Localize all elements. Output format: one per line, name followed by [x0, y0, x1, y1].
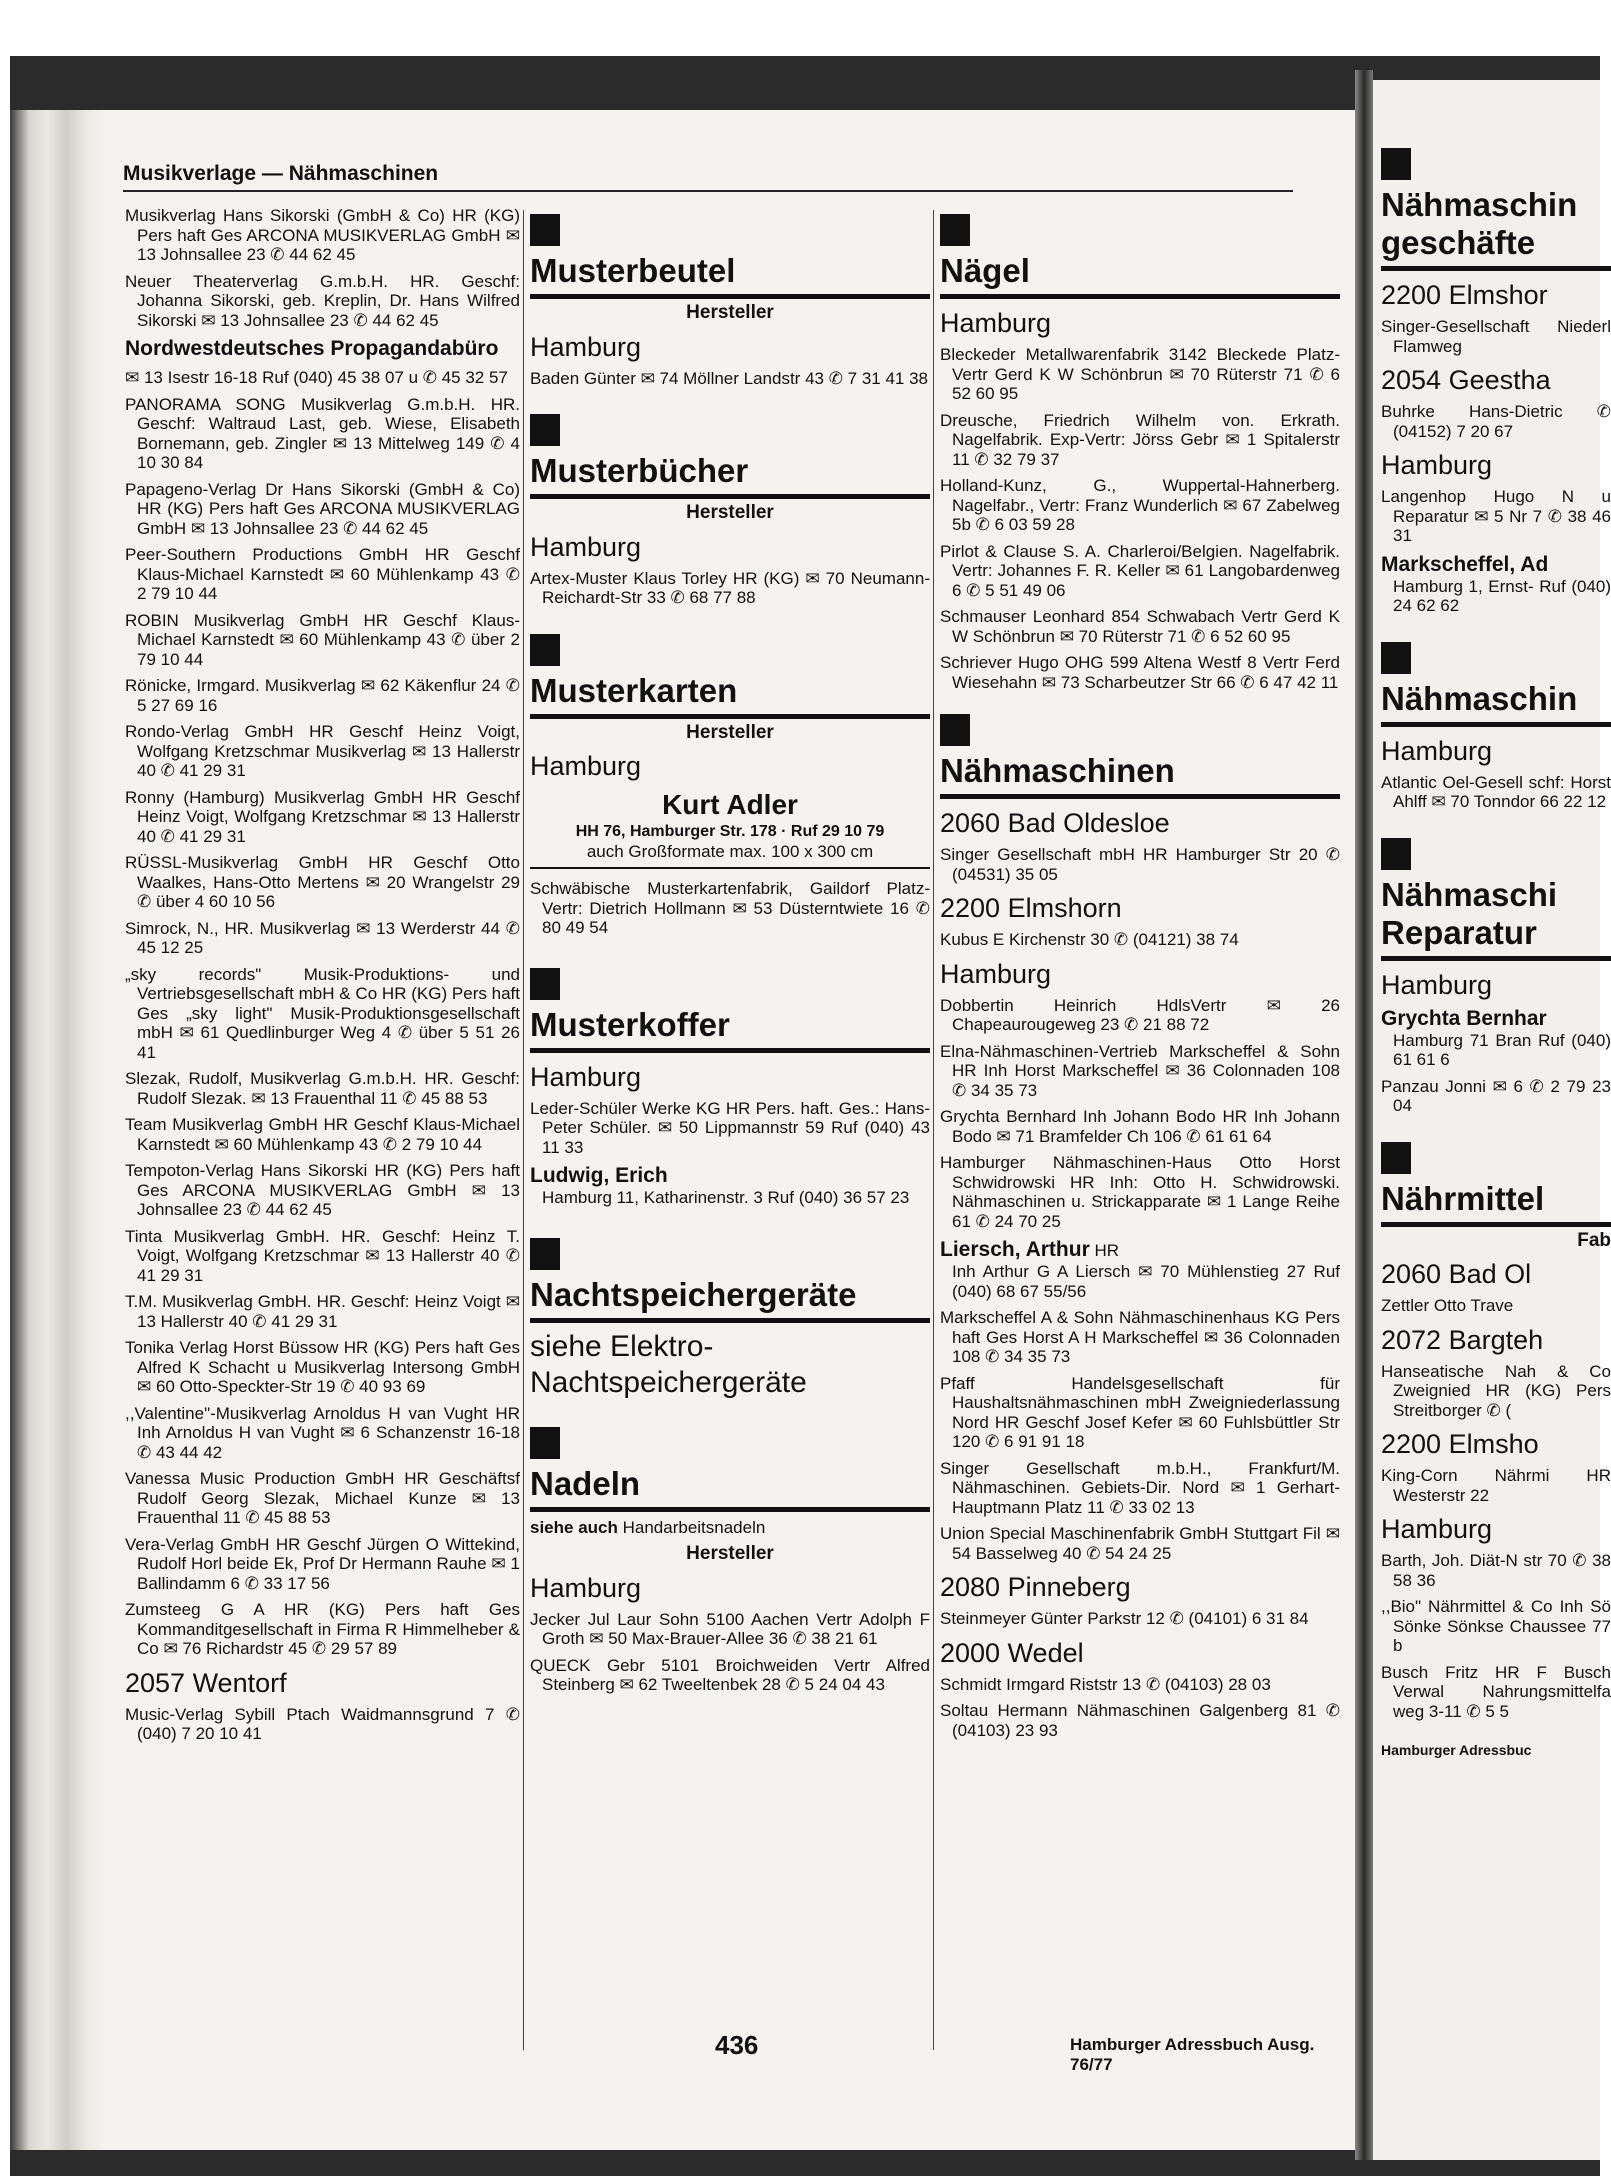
book-gutter [1355, 70, 1373, 2160]
list-item: Singer Gesellschaft m.b.H., Frankfurt/M. Nähmaschinen. Gebiets-Dir. Nord ✉ 1 Gerhart-Hauptmann Platz 11 ✆ 33 02 13 [940, 1458, 1340, 1517]
city-heading: Hamburg [530, 751, 642, 781]
header-rule [123, 190, 1293, 192]
city-heading: 2072 Bargteh [1381, 1324, 1544, 1355]
section-title-nadeln: Nadeln [530, 1465, 930, 1512]
section-marker [1381, 148, 1411, 180]
entries-naehmaschinen [940, 807, 1340, 1740]
list-item: QUECK Gebr 5101 Broichweiden Vertr Alfred Steinberg ✉ 62 Tweeltenbek 28 ✆ 5 24 04 43 [530, 1655, 930, 1694]
city-heading: 2080 Pinneberg [940, 1572, 1131, 1602]
section-title: Nähmaschi Reparatur [1381, 876, 1611, 961]
city-heading: Hamburg [530, 1061, 642, 1092]
cross-reference [530, 1518, 930, 1538]
list-item: ✉ 13 Isestr 16-18 Ruf (040) 45 38 07 u ✆ 45 32 57 [125, 368, 508, 387]
entry-details: Hamburg 11, Katharinenstr. 3 Ruf (040) 36 57 23 [542, 1188, 910, 1207]
list-item: Singer Gesellschaft mbH HR Hamburger Str 20 ✆ (04531) 35 05 [940, 845, 1340, 884]
list-item: Elna-Nähmaschinen-Vertrieb Markscheffel & Sohn HR Inh Horst Markscheffel ✉ 36 Colonnaden 108 ✆ 34 35 73 [940, 1041, 1340, 1100]
section-title-musterbeutel: Musterbeutel [530, 252, 930, 299]
list-item: Jecker Jul Laur Sohn 5100 Aachen Vertr Adolph F Groth ✉ 50 Max-Brauer-Allee 36 ✆ 38 21 61 [530, 1609, 930, 1648]
list-item: Grychta Bernhard Inh Johann Bodo HR Inh Johann Bodo ✉ 71 Bramfelder Ch 106 ✆ 61 61 64 [940, 1107, 1340, 1146]
list-item: Neuer Theaterverlag G.m.b.H. HR. Geschf: Johanna Sikorski, geb. Kreplin, Dr. Hans Wilfred Sikorski ✉ 13 Johnsallee 23 ✆ 44 62 45 [125, 271, 520, 330]
section-marker [1381, 838, 1411, 870]
city-heading: Hamburg [1381, 735, 1493, 766]
column-rule [933, 210, 934, 2050]
list-item [530, 1164, 930, 1208]
entry-details: Inh Arthur G A Liersch ✉ 70 Mühlenstieg 27 Ruf (040) 68 67 55/56 [952, 1262, 1340, 1301]
list-item: Hanseatische Nah & Co Zweignied HR (KG) Pers Streitborger ✆ ( [1381, 1361, 1611, 1420]
section-marker [530, 214, 560, 246]
section-title-nachtspeichergeraete: Nachtspeichergeräte [530, 1276, 930, 1323]
city-heading: Hamburg [530, 331, 642, 362]
book-title: Hamburger Adressbuch Ausg. 76/77 [1070, 2035, 1315, 2074]
ad-address: HH 76, Hamburger Str. 178 · Ruf 29 10 79 [575, 823, 885, 840]
city-heading: 2200 Elmsho [1381, 1429, 1539, 1459]
list-item: King-Corn Nährmi HR Westerstr 22 [1381, 1466, 1611, 1505]
list-item: „sky records" Musik-Produktions- und Vertriebsgesellschaft mbH & Co HR (KG) Pers haft Ges „sky light" Musik-Produktionsgesellschaft mbH ✉ 61 Quedlinburger Weg 4 ✆ über 5 51 26 41 [125, 964, 520, 1062]
list-item [1381, 1007, 1611, 1070]
cross-reference: siehe Elektro-Nachtspeichergeräte [530, 1329, 807, 1399]
list-item: Nordwestdeutsches Propagandabüro [125, 337, 499, 360]
section-marker [1381, 1142, 1411, 1174]
scan-top-margin [0, 0, 1600, 56]
list-item: Simrock, N., HR. Musikverlag ✉ 13 Werderstr 44 ✆ 45 12 25 [125, 918, 520, 957]
city-heading: 2060 Bad Ol [1381, 1259, 1532, 1289]
list-item: Peer-Southern Productions GmbH HR Geschf Klaus-Michael Karnstedt ✉ 60 Mühlenkamp 43 ✆ 2 79 10 44 [125, 545, 520, 603]
book-title-right-page: Hamburger Adressbuc [1381, 1742, 1532, 1758]
list-item: Artex-Muster Klaus Torley HR (KG) ✉ 70 Neumann-Reichardt-Str 33 ✆ 68 77 88 [530, 568, 930, 607]
entry-register: HR [1089, 1241, 1120, 1260]
list-item [1381, 553, 1611, 616]
list-item: Schmidt Irmgard Riststr 13 ✆ (04103) 28 03 [940, 1674, 1271, 1694]
city-heading: Hamburg [1381, 969, 1493, 1000]
bold-entry-name: Markscheffel, Ad [1381, 552, 1549, 576]
list-item: Tempoton-Verlag Hans Sikorski HR (KG) Pers haft Ges ARCONA MUSIKVERLAG GmbH ✉ 13 Johnsallee 23 ✆ 44 62 45 [125, 1161, 520, 1219]
entries-naegel [940, 345, 1340, 692]
section-marker [530, 414, 560, 446]
city-heading: 2200 Elmshor [1381, 280, 1548, 310]
entry-details: Hamburg 1, Ernst- Ruf (040) 24 62 62 [1393, 576, 1611, 615]
list-item: Schwäbische Musterkartenfabrik, Gaildorf Platz-Vertr: Dietrich Hollmann ✉ 53 Düsterntwiete 16 ✆ 80 49 54 [530, 879, 930, 937]
subheading: Fab [1577, 1229, 1611, 1251]
section-title: Nähmaschin geschäfte [1381, 186, 1611, 271]
list-item: Zettler Otto Trave [1381, 1296, 1514, 1315]
city-heading: 2054 Geestha [1381, 365, 1551, 395]
right-page [1373, 80, 1611, 2160]
bold-entry-name: Ludwig, Erich [530, 1164, 668, 1187]
list-item: Tonika Verlag Horst Büssow HR (KG) Pers haft Ges Alfred K Schacht u Musikverlag Intersong GmbH ✉ 60 Otto-Speckter-Str 19 ✆ 40 93 69 [125, 1338, 520, 1396]
city-heading: 2060 Bad Oldesloe [940, 808, 1170, 838]
list-item: Kubus E Kirchenstr 30 ✆ (04121) 38 74 [940, 930, 1239, 949]
list-item: Langenhop Hugo N u Reparatur ✉ 5 Nr 7 ✆ 38 46 31 [1381, 487, 1611, 545]
section-title-musterkoffer: Musterkoffer [530, 1006, 930, 1053]
city-heading: 2000 Wedel [940, 1637, 1084, 1668]
section-marker [530, 968, 560, 1000]
subheading: Hersteller [686, 302, 774, 323]
list-item: Singer-Gesellschaft Niederl Flamweg [1381, 317, 1611, 356]
subheading: Hersteller [686, 1543, 774, 1564]
city-heading: Hamburg [940, 958, 1052, 989]
city-heading: Hamburg [530, 531, 642, 562]
list-item: Rondo-Verlag GmbH HR Geschf Heinz Voigt, Wolfgang Kretzschmar Musikverlag ✉ 13 Hallerstr 40 ✆ 41 29 31 [125, 722, 520, 780]
list-item: Team Musikverlag GmbH HR Geschf Klaus-Michael Karnstedt ✉ 60 Mühlenkamp 43 ✆ 2 79 10 44 [125, 1115, 520, 1154]
list-item: Buhrke Hans-Dietric ✆ (04152) 7 20 67 [1381, 402, 1611, 441]
list-item: Barth, Joh. Diät-N str 70 ✆ 38 58 36 [1381, 1551, 1611, 1590]
list-item: Bleckeder Metallwarenfabrik 3142 Bleckede Platz-Vertr Gerd K W Schönbrun ✉ 70 Rüterstr 71 ✆ 6 52 60 95 [940, 345, 1340, 403]
list-item [940, 1238, 1340, 1301]
list-item: Vanessa Music Production GmbH HR Geschäftsf Rudolf Georg Slezak, Michael Kunze ✉ 13 Frauenthal 11 ✆ 45 88 53 [125, 1469, 520, 1527]
entry-details: Hamburg 71 Bran Ruf (040) 61 61 6 [1393, 1030, 1611, 1069]
list-item: Musikverlag Hans Sikorski (GmbH & Co) HR (KG) Pers haft Ges ARCONA MUSIKVERLAG GmbH ✉ 13 Johnsallee 23 ✆ 44 62 45 [125, 206, 520, 264]
list-item: Busch Fritz HR F Busch Verwal Nahrungsmittelfa weg 3-11 ✆ 5 5 [1381, 1662, 1611, 1721]
see-also-target: Handarbeitsnadeln [622, 1517, 766, 1537]
list-item: Tinta Musikverlag GmbH. HR. Geschf: Heinz T. Voigt, Wolfgang Kretzschmar ✉ 13 Hallerstr 40 ✆ 41 29 31 [125, 1226, 520, 1285]
list-item: Pirlot & Clause S. A. Charleroi/Belgien. Nagelfabrik. Vertr: Johannes F. R. Keller ✉ 61 Langobardenweg 6 ✆ 5 51 49 06 [940, 541, 1340, 600]
list-item: Soltau Hermann Nähmaschinen Galgenberg 81 ✆ (04103) 23 93 [940, 1701, 1340, 1740]
section-marker [530, 634, 560, 666]
running-head: Musikverlage — Nähmaschinen [123, 162, 439, 185]
list-item: Baden Günter ✉ 74 Möllner Landstr 43 ✆ 7 31 41 38 [530, 368, 929, 388]
list-item: Vera-Verlag GmbH HR Geschf Jürgen O Wittekind, Rudolf Horl beide Ek, Prof Dr Hermann Rauhe ✉ 1 Ballindamm 6 ✆ 33 17 56 [125, 1534, 520, 1593]
list-item: T.M. Musikverlag GmbH. HR. Geschf: Heinz Voigt ✉ 13 Hallerstr 40 ✆ 41 29 31 [125, 1292, 520, 1331]
page-number: 436 [715, 2030, 759, 2060]
list-item: Pfaff Handelsgesellschaft für Haushaltsnähmaschinen mbH Zweigniederlassung Nord HR Geschf Josef Kefer ✉ 60 Fuhlsbüttler Str 120 ✆ 6 91 91 18 [940, 1373, 1340, 1451]
column-naegel-naehmaschinen [940, 206, 1340, 1747]
list-item: Music-Verlag Sybill Ptach Waidmannsgrund 7 ✆ (040) 7 20 10 41 [125, 1704, 520, 1743]
left-page [10, 110, 1360, 2150]
section-title: Nähmaschin [1381, 680, 1611, 727]
city-heading: 2057 Wentorf [125, 1667, 287, 1698]
list-item: Schmauser Leonhard 854 Schwabach Vertr Gerd K W Schönbrun ✉ 70 Rüterstr 71 ✆ 6 52 60 95 [940, 607, 1340, 646]
section-marker [1381, 642, 1411, 674]
section-marker [530, 1427, 560, 1459]
list-item: Rönicke, Irmgard. Musikverlag ✉ 62 Käkenflur 24 ✆ 5 27 69 16 [125, 676, 520, 715]
column-muster-nadeln [530, 206, 930, 1702]
list-item: ,,Bio" Nährmittel & Co Inh Sö Sönke Sönkse Chaussee 77 b [1381, 1597, 1611, 1655]
list-item: Papageno-Verlag Dr Hans Sikorski (GmbH & Co) HR (KG) Pers haft Ges ARCONA MUSIKVERLAG GmbH ✉ 13 Johnsallee 23 ✆ 44 62 45 [125, 479, 520, 538]
list-item: Markscheffel A & Sohn Nähmaschinenhaus KG Pers haft Ges Horst A H Markscheffel ✉ 36 Colonnaden 108 ✆ 34 35 73 [940, 1308, 1340, 1366]
list-item: Schriever Hugo OHG 599 Altena Westf 8 Vertr Ferd Wiesehahn ✉ 73 Scharbeutzer Str 66 ✆ 6 47 42 11 [940, 653, 1340, 692]
list-item: Ronny (Hamburg) Musikverlag GmbH HR Geschf Heinz Voigt, Wolfgang Kretzschmar ✉ 13 Hallerstr 40 ✆ 41 29 31 [125, 787, 520, 846]
column-right-page [1381, 140, 1611, 1761]
city-heading: Hamburg [940, 308, 1052, 338]
subheading: Hersteller [686, 502, 774, 523]
section-title-naegel: Nägel [940, 252, 1340, 299]
section-title-musterkarten: Musterkarten [530, 672, 930, 719]
list-item: Atlantic Oel-Gesell schf: Horst Ahlff ✉ 70 Tonndor 66 22 12 [1381, 772, 1611, 811]
section-title-musterbuecher: Musterbücher [530, 452, 930, 499]
list-item: Holland-Kunz, G., Wuppertal-Hahnerberg. Nagelfabr., Vertr: Franz Wunderlich ✉ 67 Zabelweg 5b ✆ 6 03 59 28 [940, 476, 1340, 534]
list-item: Leder-Schüler Werke KG HR Pers. haft. Ges.: Hans-Peter Schüler. ✉ 50 Lippmannstr 59 Ruf (040) 43 11 33 [530, 1098, 930, 1157]
list-item: Dobbertin Heinrich HdlsVertr ✉ 26 Chapeaurougeweg 23 ✆ 21 88 72 [940, 995, 1340, 1034]
subheading: Hersteller [686, 721, 774, 743]
ad-note: auch Großformate max. 100 x 300 cm [586, 841, 874, 861]
section-title: Nährmittel [1381, 1180, 1611, 1227]
city-heading: Hamburg [1381, 450, 1493, 480]
section-marker [530, 1238, 560, 1270]
list-item: Steinmeyer Günter Parkstr 12 ✆ (04101) 6 31 84 [940, 1609, 1309, 1628]
bold-entry-name: Liersch, Arthur [940, 1238, 1090, 1261]
section-marker [940, 714, 970, 746]
column-rule [523, 210, 524, 2050]
list-item: PANORAMA SONG Musikverlag G.m.b.H. HR. Geschf: Waltraud Last, geb. Wiese, Elisabeth Bornemann, geb. Zingler ✉ 13 Mittelweg 149 ✆ 4 10 30 84 [125, 394, 520, 472]
list-item: Panzau Jonni ✉ 6 ✆ 2 79 23 04 [1381, 1076, 1611, 1115]
list-item: Hamburger Nähmaschinen-Haus Otto Horst Schwidrowski HR Inh: Otto H. Schwidrowski. Nähmaschinen u. Strickapparate ✉ 1 Lange Reihe 61 ✆ 24 70 25 [940, 1153, 1340, 1231]
city-heading: Hamburg [530, 1572, 642, 1603]
see-also-label: siehe auch [530, 1517, 618, 1537]
section-marker [940, 214, 970, 246]
list-item: ROBIN Musikverlag GmbH HR Geschf Klaus-Michael Karnstedt ✉ 60 Mühlenkamp 43 ✆ über 2 79 10 44 [125, 610, 520, 669]
list-item: Zumsteeg G A HR (KG) Pers haft Ges Kommanditgesellschaft in Firma R Himmelheber & Co ✉ 76 Richardstr 45 ✆ 29 57 89 [125, 1600, 520, 1658]
list-item: RÜSSL-Musikverlag GmbH HR Geschf Otto Waalkes, Hans-Otto Mertens ✉ 20 Wrangelstr 29 ✆ über 4 60 10 56 [125, 853, 520, 911]
city-heading: 2200 Elmshorn [940, 893, 1122, 923]
list-item: Slezak, Rudolf, Musikverlag G.m.b.H. HR. Geschf: Rudolf Slezak. ✉ 13 Frauenthal 11 ✆ 45 88 53 [125, 1069, 520, 1108]
page-stack-edge [10, 110, 105, 2150]
list-item: Union Special Maschinenfabrik GmbH Stuttgart Fil ✉ 54 Basselweg 40 ✆ 54 24 25 [940, 1524, 1340, 1563]
advertisement-kurt-adler [530, 788, 930, 869]
list-item: ,,Valentine"-Musikverlag Arnoldus H van Vught HR Inh Arnoldus H van Vught ✉ 6 Schanzenstr 16-18 ✆ 43 44 42 [125, 1403, 520, 1462]
section-title-naehmaschinen: Nähmaschinen [940, 752, 1340, 799]
column-musikverlage [125, 206, 520, 1751]
list-item: Dreusche, Friedrich Wilhelm von. Erkrath. Nagelfabrik. Exp-Vertr: Jörss Gebr ✉ 1 Spitalerstr 11 ✆ 32 79 37 [940, 410, 1340, 469]
city-heading: Hamburg [1381, 1514, 1493, 1544]
ad-name: Kurt Adler [662, 789, 798, 820]
bold-entry-name: Grychta Bernhar [1381, 1006, 1547, 1030]
